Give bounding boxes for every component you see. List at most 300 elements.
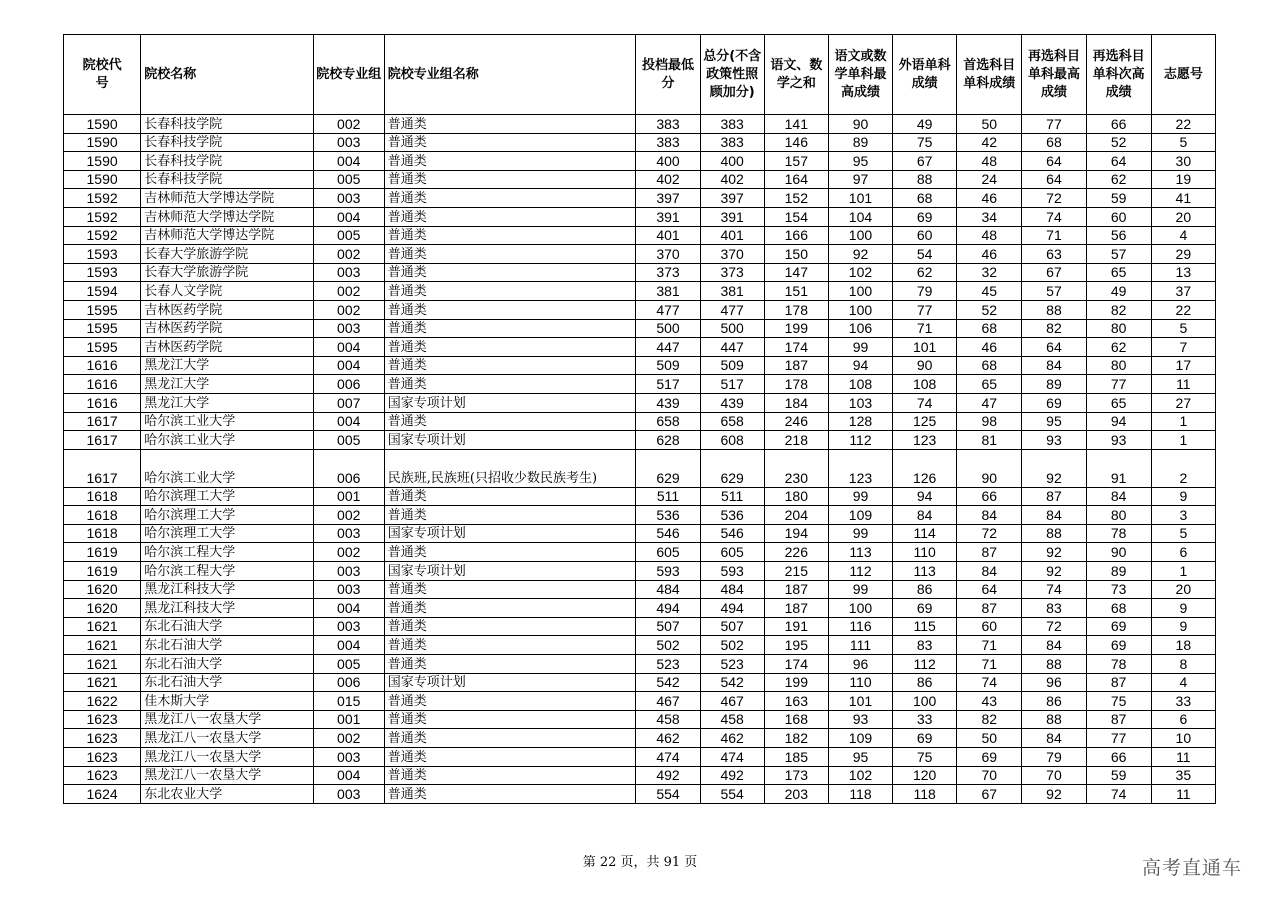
foreign-language-cell: 90	[893, 356, 957, 375]
first-subject-cell: 43	[957, 692, 1022, 711]
chinese-math-sum-cell: 187	[764, 580, 828, 599]
total-score-cell: 658	[700, 412, 764, 431]
elective-max-cell: 77	[1022, 115, 1086, 134]
table-row	[64, 673, 1216, 692]
total-score-cell: 474	[700, 748, 764, 767]
single-max-cell: 109	[828, 506, 892, 525]
single-max-cell: 112	[828, 431, 892, 450]
school-name-cell: 哈尔滨工业大学	[141, 431, 313, 450]
school-code-cell: 1592	[64, 226, 141, 245]
group-name-cell: 普通类	[384, 412, 636, 431]
group-name-cell: 普通类	[384, 319, 636, 338]
choice-number-cell: 5	[1151, 524, 1215, 543]
chinese-math-sum-cell: 174	[764, 655, 828, 674]
total-score-cell: 373	[700, 263, 764, 282]
elective-second-cell: 94	[1086, 412, 1151, 431]
elective-second-cell: 87	[1086, 673, 1151, 692]
table-row	[64, 189, 1216, 208]
chinese-math-sum-cell: 178	[764, 300, 828, 319]
chinese-math-sum-cell: 157	[764, 152, 828, 171]
total-score-cell: 381	[700, 282, 764, 301]
total-score-cell: 391	[700, 207, 764, 226]
elective-second-cell: 62	[1086, 338, 1151, 357]
school-code-cell: 1624	[64, 785, 141, 804]
chinese-math-sum-cell: 204	[764, 506, 828, 525]
group-name-cell: 普通类	[384, 115, 636, 134]
table-row	[64, 617, 1216, 636]
chinese-math-sum-cell: 218	[764, 431, 828, 450]
min-score-cell: 400	[636, 152, 700, 171]
min-score-cell: 467	[636, 692, 700, 711]
group-name-cell: 普通类	[384, 375, 636, 394]
first-subject-cell: 66	[957, 487, 1022, 506]
table-row	[64, 655, 1216, 674]
first-subject-cell: 84	[957, 562, 1022, 581]
min-score-cell: 536	[636, 506, 700, 525]
min-score-cell: 484	[636, 580, 700, 599]
school-name-cell: 长春科技学院	[141, 170, 313, 189]
first-subject-cell: 24	[957, 170, 1022, 189]
min-score-cell: 477	[636, 300, 700, 319]
foreign-language-cell: 120	[893, 766, 957, 785]
min-score-cell: 507	[636, 617, 700, 636]
group-code-cell: 004	[313, 356, 384, 375]
choice-number-cell: 41	[1151, 189, 1215, 208]
school-name-cell: 哈尔滨工业大学	[141, 449, 313, 487]
choice-number-cell: 9	[1151, 617, 1215, 636]
school-code-cell: 1592	[64, 189, 141, 208]
chinese-math-sum-cell: 215	[764, 562, 828, 581]
elective-max-cell: 93	[1022, 431, 1086, 450]
choice-number-cell: 22	[1151, 300, 1215, 319]
min-score-cell: 511	[636, 487, 700, 506]
group-code-cell: 006	[313, 375, 384, 394]
foreign-language-cell: 49	[893, 115, 957, 134]
single-max-cell: 100	[828, 599, 892, 618]
total-score-cell: 502	[700, 636, 764, 655]
choice-number-cell: 4	[1151, 673, 1215, 692]
group-code-cell: 003	[313, 562, 384, 581]
school-name-cell: 东北石油大学	[141, 673, 313, 692]
total-score-cell: 593	[700, 562, 764, 581]
table-row	[64, 785, 1216, 804]
table-row	[64, 524, 1216, 543]
total-score-cell: 629	[700, 449, 764, 487]
min-score-cell: 474	[636, 748, 700, 767]
min-score-cell: 462	[636, 729, 700, 748]
foreign-language-cell: 75	[893, 133, 957, 152]
choice-number-cell: 17	[1151, 356, 1215, 375]
group-name-cell: 普通类	[384, 748, 636, 767]
school-code-cell: 1590	[64, 170, 141, 189]
group-code-cell: 005	[313, 431, 384, 450]
choice-number-cell: 20	[1151, 207, 1215, 226]
school-name-cell: 吉林医药学院	[141, 338, 313, 357]
elective-second-cell: 91	[1086, 449, 1151, 487]
single-max-cell: 111	[828, 636, 892, 655]
choice-number-cell: 10	[1151, 729, 1215, 748]
elective-max-cell: 92	[1022, 785, 1086, 804]
total-score-cell: 507	[700, 617, 764, 636]
elective-max-cell: 84	[1022, 636, 1086, 655]
min-score-cell: 523	[636, 655, 700, 674]
school-name-cell: 东北石油大学	[141, 617, 313, 636]
elective-second-cell: 69	[1086, 636, 1151, 655]
foreign-language-cell: 123	[893, 431, 957, 450]
elective-max-cell: 74	[1022, 580, 1086, 599]
elective-second-cell: 90	[1086, 543, 1151, 562]
elective-max-cell: 70	[1022, 766, 1086, 785]
total-score-cell: 536	[700, 506, 764, 525]
single-max-cell: 128	[828, 412, 892, 431]
chinese-math-sum-cell: 191	[764, 617, 828, 636]
school-name-cell: 长春大学旅游学院	[141, 263, 313, 282]
first-subject-cell: 98	[957, 412, 1022, 431]
chinese-math-sum-cell: 185	[764, 748, 828, 767]
group-name-cell: 国家专项计划	[384, 431, 636, 450]
group-name-cell: 普通类	[384, 189, 636, 208]
total-score-cell: 492	[700, 766, 764, 785]
group-code-cell: 003	[313, 580, 384, 599]
min-score-cell: 383	[636, 115, 700, 134]
school-name-cell: 哈尔滨工程大学	[141, 543, 313, 562]
school-code-cell: 1621	[64, 636, 141, 655]
school-name-cell: 吉林师范大学博达学院	[141, 207, 313, 226]
school-code-cell: 1617	[64, 431, 141, 450]
first-subject-cell: 48	[957, 152, 1022, 171]
elective-second-cell: 62	[1086, 170, 1151, 189]
group-name-cell: 普通类	[384, 282, 636, 301]
elective-max-cell: 87	[1022, 487, 1086, 506]
chinese-math-sum-cell: 178	[764, 375, 828, 394]
school-name-cell: 黑龙江大学	[141, 393, 313, 412]
elective-second-cell: 82	[1086, 300, 1151, 319]
chinese-math-sum-cell: 152	[764, 189, 828, 208]
elective-max-cell: 86	[1022, 692, 1086, 711]
total-score-cell: 462	[700, 729, 764, 748]
chinese-math-sum-cell: 187	[764, 356, 828, 375]
choice-number-cell: 1	[1151, 431, 1215, 450]
chinese-math-sum-cell: 151	[764, 282, 828, 301]
min-score-cell: 554	[636, 785, 700, 804]
single-max-cell: 102	[828, 263, 892, 282]
single-max-cell: 110	[828, 673, 892, 692]
min-score-cell: 370	[636, 245, 700, 264]
choice-number-cell: 3	[1151, 506, 1215, 525]
total-score-cell: 546	[700, 524, 764, 543]
group-name-cell: 普通类	[384, 338, 636, 357]
total-score-cell: 509	[700, 356, 764, 375]
chinese-math-sum-cell: 182	[764, 729, 828, 748]
school-code-cell: 1622	[64, 692, 141, 711]
single-max-cell: 123	[828, 449, 892, 487]
elective-second-cell: 75	[1086, 692, 1151, 711]
school-name-cell: 哈尔滨工程大学	[141, 562, 313, 581]
total-score-cell: 554	[700, 785, 764, 804]
school-name-cell: 黑龙江八一农垦大学	[141, 710, 313, 729]
elective-max-cell: 72	[1022, 189, 1086, 208]
table-body	[64, 115, 1216, 804]
school-name-cell: 黑龙江八一农垦大学	[141, 766, 313, 785]
group-code-cell: 001	[313, 710, 384, 729]
group-code-cell: 003	[313, 133, 384, 152]
elective-second-cell: 59	[1086, 766, 1151, 785]
foreign-language-cell: 74	[893, 393, 957, 412]
elective-second-cell: 60	[1086, 207, 1151, 226]
table-row	[64, 543, 1216, 562]
group-code-cell: 002	[313, 115, 384, 134]
school-name-cell: 哈尔滨理工大学	[141, 524, 313, 543]
min-score-cell: 517	[636, 375, 700, 394]
school-name-cell: 哈尔滨理工大学	[141, 506, 313, 525]
table-row	[64, 300, 1216, 319]
school-name-cell: 吉林医药学院	[141, 300, 313, 319]
chinese-math-sum-cell: 194	[764, 524, 828, 543]
school-name-cell: 东北石油大学	[141, 636, 313, 655]
chinese-math-sum-cell: 154	[764, 207, 828, 226]
school-code-cell: 1592	[64, 207, 141, 226]
total-score-cell: 494	[700, 599, 764, 618]
foreign-language-cell: 71	[893, 319, 957, 338]
table-row	[64, 245, 1216, 264]
elective-second-cell: 74	[1086, 785, 1151, 804]
chinese-math-sum-cell: 141	[764, 115, 828, 134]
elective-max-cell: 92	[1022, 543, 1086, 562]
table-row	[64, 170, 1216, 189]
single-max-cell: 100	[828, 226, 892, 245]
foreign-language-cell: 62	[893, 263, 957, 282]
table-row	[64, 338, 1216, 357]
first-subject-cell: 87	[957, 599, 1022, 618]
total-score-cell: 402	[700, 170, 764, 189]
school-name-cell: 长春科技学院	[141, 152, 313, 171]
elective-max-cell: 74	[1022, 207, 1086, 226]
table-row	[64, 412, 1216, 431]
single-max-cell: 89	[828, 133, 892, 152]
elective-second-cell: 84	[1086, 487, 1151, 506]
min-score-cell: 492	[636, 766, 700, 785]
school-code-cell: 1621	[64, 655, 141, 674]
chinese-math-sum-cell: 180	[764, 487, 828, 506]
min-score-cell: 397	[636, 189, 700, 208]
first-subject-cell: 81	[957, 431, 1022, 450]
min-score-cell: 401	[636, 226, 700, 245]
choice-number-cell: 7	[1151, 338, 1215, 357]
chinese-math-sum-cell: 230	[764, 449, 828, 487]
single-max-cell: 93	[828, 710, 892, 729]
school-name-cell: 吉林医药学院	[141, 319, 313, 338]
first-subject-cell: 74	[957, 673, 1022, 692]
group-code-cell: 003	[313, 189, 384, 208]
total-score-cell: 401	[700, 226, 764, 245]
chinese-math-sum-cell: 199	[764, 319, 828, 338]
min-score-cell: 546	[636, 524, 700, 543]
choice-number-cell: 22	[1151, 115, 1215, 134]
header-foreign-language: 外语单科成绩	[893, 35, 957, 115]
single-max-cell: 99	[828, 338, 892, 357]
foreign-language-cell: 54	[893, 245, 957, 264]
group-name-cell: 普通类	[384, 766, 636, 785]
school-code-cell: 1590	[64, 152, 141, 171]
foreign-language-cell: 100	[893, 692, 957, 711]
foreign-language-cell: 86	[893, 673, 957, 692]
school-code-cell: 1621	[64, 673, 141, 692]
group-name-cell: 普通类	[384, 692, 636, 711]
min-score-cell: 373	[636, 263, 700, 282]
school-name-cell: 黑龙江大学	[141, 375, 313, 394]
first-subject-cell: 64	[957, 580, 1022, 599]
elective-max-cell: 89	[1022, 375, 1086, 394]
table-row	[64, 710, 1216, 729]
elective-max-cell: 88	[1022, 655, 1086, 674]
group-code-cell: 003	[313, 617, 384, 636]
group-code-cell: 002	[313, 282, 384, 301]
group-code-cell: 003	[313, 748, 384, 767]
min-score-cell: 383	[636, 133, 700, 152]
school-code-cell: 1623	[64, 729, 141, 748]
school-name-cell: 佳木斯大学	[141, 692, 313, 711]
first-subject-cell: 48	[957, 226, 1022, 245]
school-name-cell: 东北石油大学	[141, 655, 313, 674]
min-score-cell: 391	[636, 207, 700, 226]
elective-second-cell: 80	[1086, 506, 1151, 525]
elective-second-cell: 93	[1086, 431, 1151, 450]
elective-max-cell: 67	[1022, 263, 1086, 282]
elective-max-cell: 63	[1022, 245, 1086, 264]
elective-second-cell: 73	[1086, 580, 1151, 599]
school-code-cell: 1621	[64, 617, 141, 636]
elective-second-cell: 68	[1086, 599, 1151, 618]
foreign-language-cell: 101	[893, 338, 957, 357]
single-max-cell: 96	[828, 655, 892, 674]
school-code-cell: 1617	[64, 449, 141, 487]
first-subject-cell: 42	[957, 133, 1022, 152]
elective-second-cell: 66	[1086, 115, 1151, 134]
group-name-cell: 普通类	[384, 245, 636, 264]
single-max-cell: 104	[828, 207, 892, 226]
header-chinese-math-sum: 语文、数学之和	[764, 35, 828, 115]
table-row	[64, 133, 1216, 152]
single-max-cell: 101	[828, 189, 892, 208]
group-code-cell: 002	[313, 300, 384, 319]
table-row	[64, 580, 1216, 599]
elective-second-cell: 80	[1086, 356, 1151, 375]
chinese-math-sum-cell: 168	[764, 710, 828, 729]
foreign-language-cell: 88	[893, 170, 957, 189]
school-name-cell: 长春科技学院	[141, 133, 313, 152]
total-score-cell: 511	[700, 487, 764, 506]
table-row	[64, 319, 1216, 338]
group-code-cell: 015	[313, 692, 384, 711]
chinese-math-sum-cell: 187	[764, 599, 828, 618]
chinese-math-sum-cell: 195	[764, 636, 828, 655]
choice-number-cell: 8	[1151, 655, 1215, 674]
table-row	[64, 375, 1216, 394]
foreign-language-cell: 118	[893, 785, 957, 804]
foreign-language-cell: 115	[893, 617, 957, 636]
foreign-language-cell: 84	[893, 506, 957, 525]
group-name-cell: 普通类	[384, 710, 636, 729]
choice-number-cell: 20	[1151, 580, 1215, 599]
school-code-cell: 1617	[64, 412, 141, 431]
first-subject-cell: 34	[957, 207, 1022, 226]
table-row	[64, 506, 1216, 525]
choice-number-cell: 11	[1151, 375, 1215, 394]
foreign-language-cell: 68	[893, 189, 957, 208]
group-name-cell: 普通类	[384, 133, 636, 152]
foreign-language-cell: 77	[893, 300, 957, 319]
school-code-cell: 1616	[64, 393, 141, 412]
first-subject-cell: 60	[957, 617, 1022, 636]
elective-second-cell: 52	[1086, 133, 1151, 152]
total-score-cell: 605	[700, 543, 764, 562]
min-score-cell: 628	[636, 431, 700, 450]
group-name-cell: 普通类	[384, 300, 636, 319]
single-max-cell: 95	[828, 152, 892, 171]
single-max-cell: 97	[828, 170, 892, 189]
group-name-cell: 普通类	[384, 599, 636, 618]
elective-max-cell: 71	[1022, 226, 1086, 245]
school-code-cell: 1619	[64, 562, 141, 581]
single-max-cell: 92	[828, 245, 892, 264]
total-score-cell: 467	[700, 692, 764, 711]
header-group-name: 院校专业组名称	[384, 35, 636, 115]
min-score-cell: 629	[636, 449, 700, 487]
table-row	[64, 449, 1216, 487]
first-subject-cell: 52	[957, 300, 1022, 319]
choice-number-cell: 5	[1151, 133, 1215, 152]
school-name-cell: 吉林师范大学博达学院	[141, 226, 313, 245]
group-name-cell: 普通类	[384, 356, 636, 375]
min-score-cell: 605	[636, 543, 700, 562]
group-code-cell: 002	[313, 729, 384, 748]
chinese-math-sum-cell: 246	[764, 412, 828, 431]
single-max-cell: 113	[828, 543, 892, 562]
min-score-cell: 494	[636, 599, 700, 618]
group-code-cell: 003	[313, 263, 384, 282]
school-code-cell: 1618	[64, 506, 141, 525]
single-max-cell: 109	[828, 729, 892, 748]
table-row	[64, 766, 1216, 785]
single-max-cell: 100	[828, 282, 892, 301]
chinese-math-sum-cell: 166	[764, 226, 828, 245]
table-row	[64, 393, 1216, 412]
school-code-cell: 1618	[64, 524, 141, 543]
elective-max-cell: 68	[1022, 133, 1086, 152]
first-subject-cell: 32	[957, 263, 1022, 282]
first-subject-cell: 45	[957, 282, 1022, 301]
group-code-cell: 003	[313, 524, 384, 543]
chinese-math-sum-cell: 147	[764, 263, 828, 282]
chinese-math-sum-cell: 163	[764, 692, 828, 711]
foreign-language-cell: 67	[893, 152, 957, 171]
choice-number-cell: 11	[1151, 748, 1215, 767]
group-code-cell: 003	[313, 785, 384, 804]
elective-max-cell: 72	[1022, 617, 1086, 636]
school-code-cell: 1595	[64, 338, 141, 357]
single-max-cell: 101	[828, 692, 892, 711]
choice-number-cell: 13	[1151, 263, 1215, 282]
foreign-language-cell: 69	[893, 729, 957, 748]
first-subject-cell: 46	[957, 245, 1022, 264]
school-name-cell: 东北农业大学	[141, 785, 313, 804]
table-row	[64, 748, 1216, 767]
group-code-cell: 002	[313, 245, 384, 264]
school-code-cell: 1616	[64, 356, 141, 375]
elective-max-cell: 64	[1022, 338, 1086, 357]
foreign-language-cell: 69	[893, 599, 957, 618]
single-max-cell: 94	[828, 356, 892, 375]
